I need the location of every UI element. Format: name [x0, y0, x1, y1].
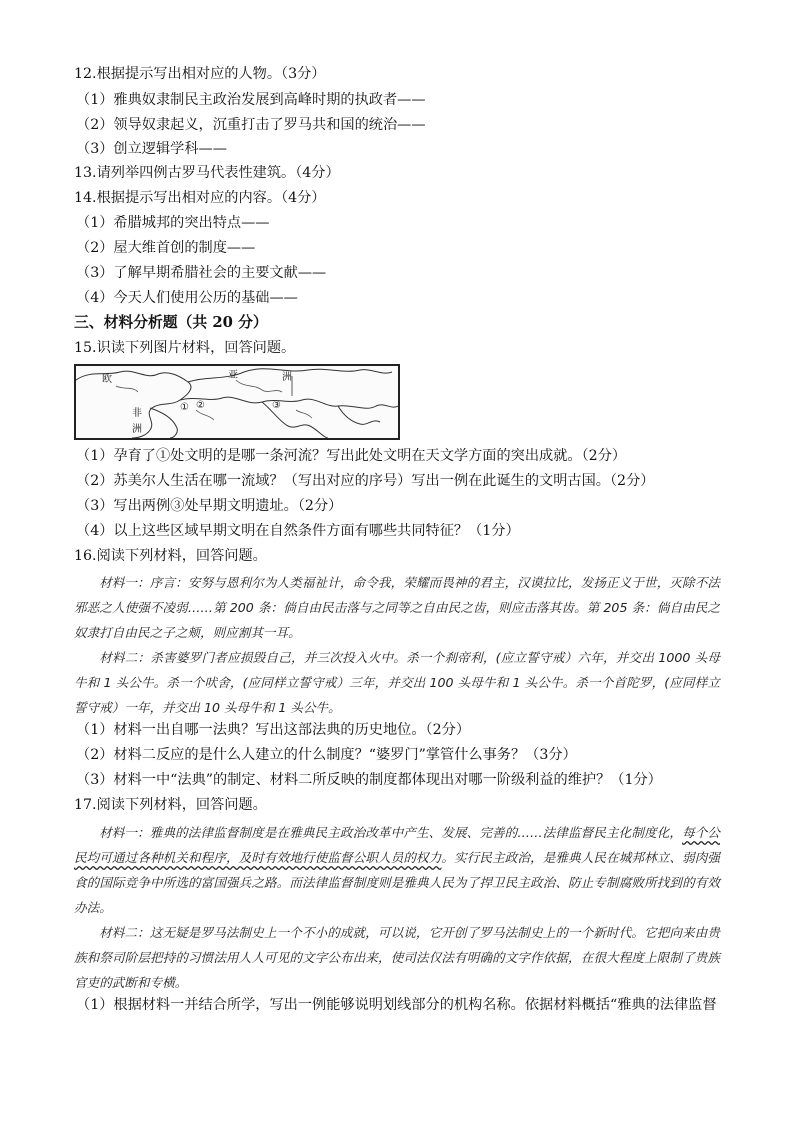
section-3-heading: 三、材料分析题（共 20 分）: [74, 314, 268, 331]
q12-item-2: （2）领导奴隶起义，沉重打击了罗马共和国的统治——: [76, 117, 426, 133]
q17-material-1-underlined: 每个公民均可通过各种机关和程序，及时有效地行使监督公职人员的权力: [74, 825, 721, 865]
q16-material-1: [74, 570, 720, 645]
q17-material-2: [74, 920, 720, 995]
q14-item-1: （1）希腊城邦的突出特点——: [76, 215, 270, 231]
map-label-asia-2: 洲: [282, 372, 292, 383]
q14-title: 14.根据提示写出相对应的内容。（4分）: [74, 190, 326, 206]
map-marker-3: ③: [272, 400, 281, 411]
q17-title: 17.阅读下列材料，回答问题。: [74, 797, 267, 813]
map-marker-2: ②: [196, 400, 205, 411]
q12-item-1: （1）雅典奴隶制民主政治发展到高峰时期的执政者——: [76, 92, 426, 108]
q17-material-1-text-a: 材料一：雅典的法律监督制度是在雅典民主政治改革中产生、发展、完善的……法律监督民主化制度化，: [99, 825, 683, 840]
q14-item-3: （3）了解早期希腊社会的主要文献——: [76, 265, 327, 281]
map-marker-1: ①: [180, 402, 189, 413]
q17-material-1: [74, 820, 720, 920]
q16-material-2: [74, 645, 720, 720]
q17-material-1-text-b: 。实行民主政治，是雅典人民在城邦林立、弱肉强食的国际竞争中所选的富国强兵之路。而法律监督制度则是雅典人民为了捍卫民主政治、防止专制腐败所找到的有效办法。: [74, 850, 721, 915]
q14-item-4: （4）今天人们使用公历的基础——: [76, 290, 298, 306]
map-label-africa-2: 洲: [132, 424, 142, 435]
q12-title: 12.根据提示写出相对应的人物。（3分）: [74, 66, 326, 82]
map-label-asia: 亚: [228, 370, 238, 381]
q15-item-4: （4）以上这些区域早期文明在自然条件方面有哪些共同特征？（1分）: [76, 523, 520, 539]
q13-title: 13.请列举四例古罗马代表性建筑。（4分）: [74, 165, 340, 181]
q15-title: 15.识读下列图片材料，回答问题。: [74, 340, 296, 356]
map-label-europe: 欧: [102, 374, 112, 385]
q15-item-2: （2）苏美尔人生活在哪一流域？（写出对应的序号）写出一例在此诞生的文明古国。（2分）: [76, 473, 655, 489]
q16-material-1-text: 材料一：序言：安努与恩利尔为人类福祉计，命令我，荣耀而畏神的君主，汉谟拉比，发扬正义于世，灭除不法邪恶之人使强不凌弱……第 200 条：倘自由民击落与之同等之自由民之齿，则应击落其齿。第 205 条：倘自由民之奴隶打自由民之子之颊，则应割其一耳。: [74, 575, 720, 640]
world-map-figure: [74, 364, 400, 440]
q16-item-3: （3）材料一中“法典”的制定、材料二所反映的制度都体现出对哪一阶级利益的维护？（1分）: [76, 772, 662, 788]
q16-item-2: （2）材料二反应的是什么人建立的什么制度？“婆罗门”掌管什么事务？（3分）: [76, 747, 577, 763]
q12-item-3: （3）创立逻辑学科——: [76, 141, 227, 157]
q16-material-2-text: 材料二：杀害婆罗门者应损毁自己，并三次投入火中。杀一个刹帝利，(应立誓守戒）六年，并交出 1000 头母牛和 1 头公牛。杀一个吠舍，(应同样立誓守戒）三年，并交出 100 头母牛和 1 头公牛。杀一个首陀罗，(应同样立誓守戒）一年，并交出 10 头母牛和 1 头公牛。: [74, 650, 720, 715]
q16-title: 16.阅读下列材料，回答问题。: [74, 548, 267, 564]
map-drawing: [76, 366, 398, 438]
q16-item-1: （1）材料一出自哪一法典？写出这部法典的历史地位。（2分）: [76, 722, 471, 738]
q15-item-1: （1）孕育了①处文明的是哪一条河流？写出此处文明在天文学方面的突出成就。（2分）: [76, 448, 627, 464]
q17-item-1: （1）根据材料一并结合所学，写出一例能够说明划线部分的机构名称。依据材料概括“雅典的法律监督: [76, 997, 717, 1013]
q17-material-2-text: 材料二：这无疑是罗马法制史上一个不小的成就，可以说，它开创了罗马法制史上的一个新时代。它把向来由贵族和祭司阶层把持的习惯法用人人可见的文字公布出来，使司法仅法有明确的文字作依据，在很大程度上限制了贵族官吏的武断和专横。: [74, 925, 720, 990]
q14-item-2: （2）屋大维首创的制度——: [76, 240, 256, 256]
q15-item-3: （3）写出两例③处早期文明遗址。（2分）: [76, 498, 343, 514]
map-label-africa: 非: [132, 408, 142, 419]
